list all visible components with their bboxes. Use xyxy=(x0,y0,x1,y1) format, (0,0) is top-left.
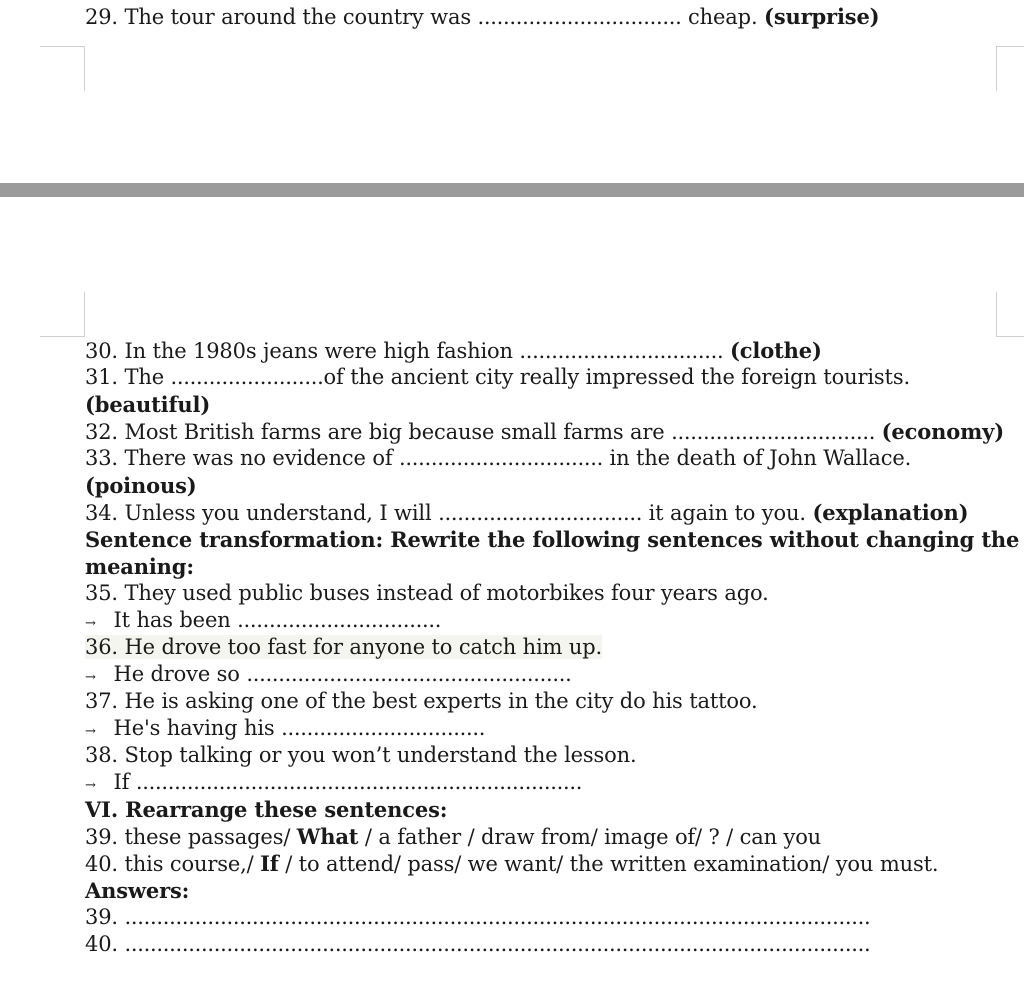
answer-line-35: → It has been ................................ xyxy=(85,607,441,637)
answer-blank[interactable]: ................................ xyxy=(281,716,486,740)
arrow-icon: → xyxy=(85,670,96,685)
margin-corner-mark xyxy=(40,46,85,91)
word-hint: (surprise) xyxy=(764,4,880,29)
answer-blank[interactable]: ................................ xyxy=(477,5,682,29)
question-34: 34. Unless you understand, I will ................................ it again to you. (explanation) xyxy=(85,500,969,525)
question-35: 35. They used public buses instead of motorbikes four years ago. xyxy=(85,581,769,605)
answer-40: 40. ..................................................................................................................... xyxy=(85,932,871,956)
document-page-bottom xyxy=(0,197,1024,998)
answer-blank[interactable]: ................................ xyxy=(671,420,876,444)
document-page-top xyxy=(0,0,1024,183)
question-40: 40. this course,/ If / to attend/ pass/ we want/ the written examination/ you must. xyxy=(85,851,939,876)
question-33: 33. There was no evidence of ................................ in the death of John Wallace. xyxy=(85,446,912,470)
answer-blank[interactable]: ................................ xyxy=(237,608,442,632)
section-heading-rearrange: VI. Rearrange these sentences: xyxy=(85,797,448,822)
word-hint: (explanation) xyxy=(812,500,969,525)
answer-39: 39. ..................................................................................................................... xyxy=(85,905,871,929)
section-heading-transformation: Sentence transformation: Rewrite the following sentences without changing the xyxy=(85,527,1020,552)
margin-corner-mark xyxy=(996,46,1024,91)
answer-blank[interactable]: ................................ xyxy=(399,446,604,470)
arrow-icon: → xyxy=(85,724,96,739)
answer-line-37: → He's having his ................................ xyxy=(85,715,485,745)
answer-blank[interactable]: ..................................................................................................................... xyxy=(124,905,871,929)
question-39: 39. these passages/ What / a father / draw from/ image of/ ? / can you xyxy=(85,824,822,849)
word-hint: (beautiful) xyxy=(85,392,211,417)
question-37: 37. He is asking one of the best experts in the city do his tattoo. xyxy=(85,689,758,713)
answer-line-36: → He drove so ................................................... xyxy=(85,661,571,691)
section-heading-transformation-cont: meaning: xyxy=(85,554,194,579)
answer-blank[interactable]: ........................ xyxy=(170,365,324,389)
margin-corner-mark xyxy=(996,292,1024,337)
word-hint: (poinous) xyxy=(85,473,197,498)
word-hint: (clothe) xyxy=(729,338,822,363)
answer-line-38: → If ...................................................................... xyxy=(85,769,582,799)
answer-blank[interactable]: ................................................... xyxy=(246,662,572,686)
arrow-icon: → xyxy=(85,616,96,631)
question-31: 31. The ........................of the ancient city really impressed the foreign tourists. xyxy=(85,365,910,389)
answer-blank[interactable]: ................................ xyxy=(438,501,643,525)
answer-blank[interactable]: ...................................................................... xyxy=(135,770,583,794)
answer-blank[interactable]: ................................ xyxy=(519,339,724,363)
page-break-separator xyxy=(0,183,1024,197)
question-38: 38. Stop talking or you won’t understand the lesson. xyxy=(85,743,637,767)
arrow-icon: → xyxy=(85,778,96,793)
answers-heading: Answers: xyxy=(85,878,190,903)
question-32: 32. Most British farms are big because small farms are ................................ (economy) xyxy=(85,419,1004,444)
question-29: 29. The tour around the country was ................................ cheap. (surprise) xyxy=(85,4,880,29)
margin-corner-mark xyxy=(40,292,85,337)
word-hint: (economy) xyxy=(881,419,1004,444)
answer-blank[interactable]: ..................................................................................................................... xyxy=(124,932,871,956)
question-36: 36. He drove too fast for anyone to catch him up. xyxy=(85,635,603,659)
question-30: 30. In the 1980s jeans were high fashion ................................ (clothe) xyxy=(85,338,822,363)
